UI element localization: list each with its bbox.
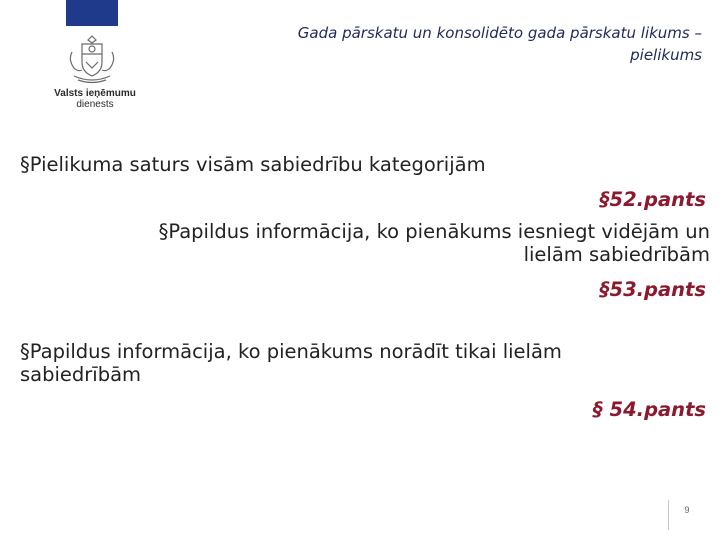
org-name-line2: dienests	[76, 99, 114, 110]
item2-text-line1: Papildus informācija, ko pienākums iesniegt vidējām un	[168, 220, 710, 243]
item2-text-line2: lielām sabiedrībām	[523, 243, 710, 266]
bullet-symbol: §	[158, 220, 169, 243]
list-item-2	[20, 220, 710, 266]
org-name-line1: Valsts ieņēmumu	[54, 88, 136, 99]
article-ref-53: §53.pants	[599, 278, 706, 301]
page-number: 9	[684, 505, 690, 515]
article-ref-52: §52.pants	[599, 188, 706, 211]
org-logo-text	[50, 88, 140, 110]
item3-text-line1: Papildus informācija, ko pienākums norādīt tikai lielām	[29, 340, 562, 363]
item1-text: Pielikuma saturs visām sabiedrību kategorijām	[29, 153, 486, 176]
title-line2: pielikums	[630, 46, 702, 64]
item3-text-line2: sabiedrībām	[20, 363, 142, 386]
bullet-symbol: §	[20, 153, 30, 176]
coat-of-arms-icon	[64, 34, 120, 86]
bullet-symbol: §	[20, 340, 30, 363]
page-title	[150, 22, 702, 66]
title-line1: Gada pārskatu un konsolidēto gada pārskatu likums –	[297, 24, 702, 42]
brand-bar	[66, 0, 118, 26]
list-item-1	[20, 153, 710, 176]
article-ref-54: § 54.pants	[592, 398, 706, 421]
list-item-3	[20, 340, 710, 386]
